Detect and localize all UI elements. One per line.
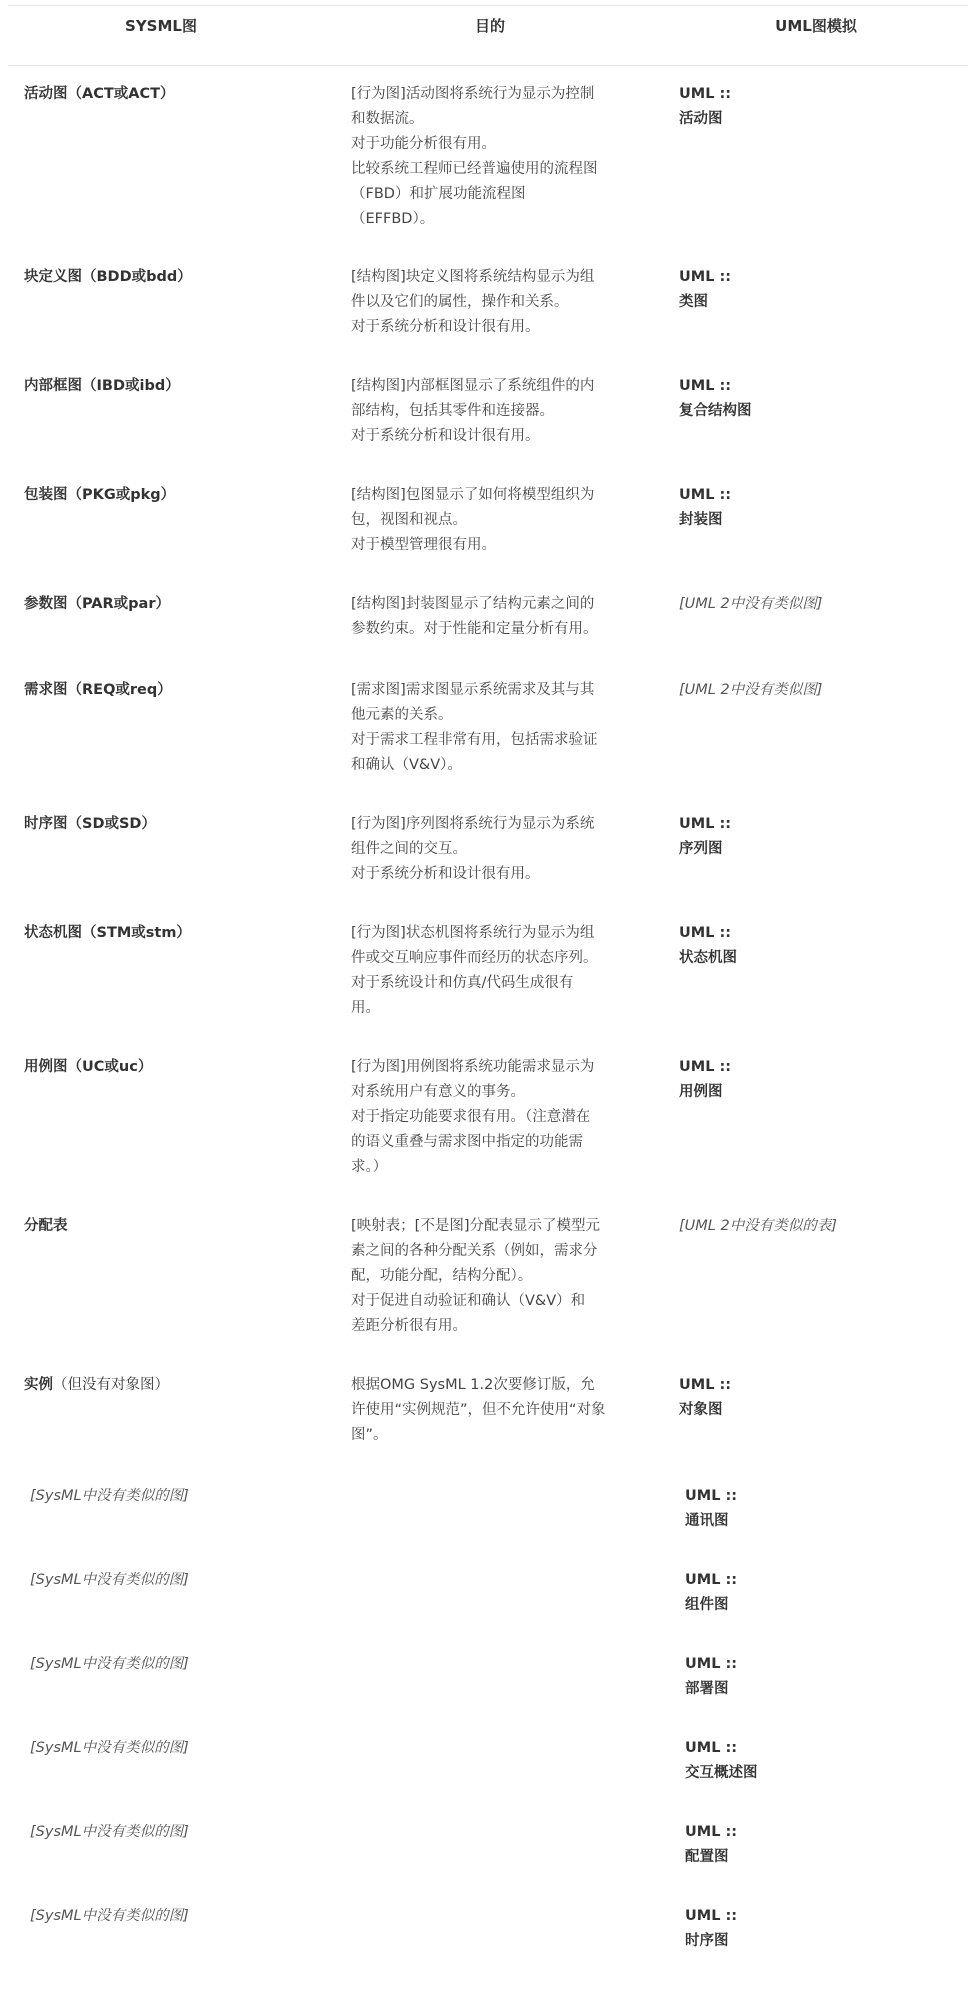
purpose-line: 他元素的关系。: [351, 707, 453, 723]
row-allocation-purpose: [351, 1214, 631, 1339]
uml-diagram: 类图: [679, 294, 708, 310]
row-par-name: 参数图（PAR或par）: [24, 596, 170, 612]
purpose-line: 差距分析很有用。: [351, 1318, 467, 1334]
instance-label: 实例: [24, 1377, 53, 1393]
uml-prefix: UML ::: [685, 1740, 738, 1756]
row-component-name-none: [SysML中没有类似的图]: [30, 1572, 189, 1588]
purpose-line: 对于模型管理很有用。: [351, 537, 496, 553]
row-allocation-name: 分配表: [24, 1218, 68, 1234]
purpose-line: 用。: [351, 1000, 380, 1016]
purpose-line: 对于功能分析很有用。: [351, 136, 496, 152]
row-pkg-purpose: [351, 483, 631, 558]
purpose-line: 和确认（V&V）。: [351, 757, 462, 773]
row-sd-purpose: [351, 812, 631, 887]
row-deployment-name-none: [SysML中没有类似的图]: [30, 1656, 189, 1672]
row-instance-name: [24, 1373, 324, 1398]
uml-diagram: 时序图: [685, 1933, 729, 1949]
purpose-line: 对于系统分析和设计很有用。: [351, 866, 540, 882]
row-uc-name: 用例图（UC或uc）: [24, 1059, 153, 1075]
purpose-line: 图”。: [351, 1427, 388, 1443]
purpose-line: 对系统用户有意义的事务。: [351, 1084, 525, 1100]
row-sd-uml: [679, 812, 939, 862]
uml-diagram: 通讯图: [685, 1513, 729, 1529]
uml-prefix: UML ::: [679, 269, 732, 285]
uml-diagram: 对象图: [679, 1402, 723, 1418]
uml-prefix: UML ::: [679, 487, 732, 503]
purpose-line: [结构图]封装图显示了结构元素之间的: [351, 596, 595, 612]
row-component-uml: [685, 1568, 945, 1618]
uml-prefix: UML ::: [679, 1377, 732, 1393]
uml-prefix: UML ::: [679, 1059, 732, 1075]
row-req-purpose: [351, 678, 631, 778]
uml-diagram: 状态机图: [679, 950, 737, 966]
purpose-line: [映射表；[不是图]分配表显示了模型元: [351, 1218, 600, 1234]
row-profile-uml: [685, 1820, 945, 1870]
uml-diagram: 部署图: [685, 1681, 729, 1697]
row-interaction-overview-uml: [685, 1736, 945, 1786]
uml-diagram: 复合结构图: [679, 403, 752, 419]
uml-diagram: 用例图: [679, 1084, 723, 1100]
row-interaction-overview-name-none: [SysML中没有类似的图]: [30, 1740, 189, 1756]
purpose-line: 许使用“实例规范”，但不允许使用“对象: [351, 1402, 606, 1418]
row-instance-uml: [679, 1373, 939, 1423]
uml-diagram: 活动图: [679, 111, 723, 127]
header-bottom-divider: [8, 65, 968, 66]
uml-prefix: UML ::: [679, 816, 732, 832]
row-uc-uml: [679, 1055, 939, 1105]
row-par-uml-none: [UML 2中没有类似图]: [679, 596, 823, 612]
row-activity-uml: [679, 82, 939, 132]
purpose-line: 和数据流。: [351, 111, 424, 127]
purpose-line: [结构图]包图显示了如何将模型组织为: [351, 487, 595, 503]
row-profile-name-none: [SysML中没有类似的图]: [30, 1824, 189, 1840]
row-bdd-purpose: [351, 265, 631, 340]
row-pkg-uml: [679, 483, 939, 533]
uml-diagram: 序列图: [679, 841, 723, 857]
row-bdd-uml: [679, 265, 939, 315]
uml-diagram: 交互概述图: [685, 1765, 758, 1781]
row-allocation-uml-none: [UML 2中没有类似的表]: [679, 1218, 837, 1234]
row-par-purpose: [351, 592, 631, 642]
uml-prefix: UML ::: [679, 925, 732, 941]
row-bdd-name: 块定义图（BDD或bdd）: [24, 269, 192, 285]
purpose-line: 对于系统分析和设计很有用。: [351, 319, 540, 335]
purpose-line: 部结构，包括其零件和连接器。: [351, 403, 554, 419]
row-ibd-name: 内部框图（IBD或ibd）: [24, 378, 180, 394]
purpose-line: [行为图]序列图将系统行为显示为系统: [351, 816, 595, 832]
purpose-line: 参数约束。对于性能和定量分析有用。: [351, 621, 598, 637]
purpose-line: 的语义重叠与需求图中指定的功能需: [351, 1134, 583, 1150]
uml-prefix: UML ::: [685, 1488, 738, 1504]
purpose-line: 对于需求工程非常有用，包括需求验证: [351, 732, 598, 748]
uml-prefix: UML ::: [685, 1908, 738, 1924]
uml-diagram: 组件图: [685, 1597, 729, 1613]
purpose-line: 件以及它们的属性，操作和关系。: [351, 294, 569, 310]
row-sd-name: 时序图（SD或SD）: [24, 816, 156, 832]
row-communication-uml: [685, 1484, 945, 1534]
instance-note: （但没有对象图）: [53, 1377, 169, 1393]
uml-prefix: UML ::: [679, 378, 732, 394]
row-stm-uml: [679, 921, 939, 971]
purpose-line: 件或交互响应事件而经历的状态序列。: [351, 950, 598, 966]
uml-prefix: UML ::: [685, 1824, 738, 1840]
uml-prefix: UML ::: [685, 1572, 738, 1588]
row-req-uml-none: [UML 2中没有类似图]: [679, 682, 823, 698]
purpose-line: 对于指定功能要求很有用。（注意潜在: [351, 1109, 591, 1125]
row-timing-name-none: [SysML中没有类似的图]: [30, 1908, 189, 1924]
row-stm-purpose: [351, 921, 631, 1021]
purpose-line: （FBD）和扩展功能流程图: [351, 186, 526, 202]
purpose-line: [行为图]活动图将系统行为显示为控制: [351, 86, 595, 102]
purpose-line: 根据OMG SysML 1.2次要修订版，允: [351, 1377, 595, 1393]
row-ibd-purpose: [351, 374, 631, 449]
purpose-line: [结构图]内部框图显示了系统组件的内: [351, 378, 595, 394]
purpose-line: 配，功能分配，结构分配）。: [351, 1268, 533, 1284]
purpose-line: 对于系统设计和仿真/代码生成很有: [351, 975, 574, 991]
uml-prefix: UML ::: [685, 1656, 738, 1672]
purpose-line: [行为图]用例图将系统功能需求显示为: [351, 1059, 595, 1075]
purpose-line: 求。）: [351, 1159, 388, 1175]
uml-diagram: 封装图: [679, 512, 723, 528]
header-top-divider: [8, 5, 968, 6]
row-ibd-uml: [679, 374, 939, 424]
purpose-line: 素之间的各种分配关系（例如，需求分: [351, 1243, 598, 1259]
column-header-sysml: SYSML图: [125, 17, 197, 35]
purpose-line: [行为图]状态机图将系统行为显示为组: [351, 925, 595, 941]
purpose-line: 对于系统分析和设计很有用。: [351, 428, 540, 444]
row-uc-purpose: [351, 1055, 631, 1180]
row-deployment-uml: [685, 1652, 945, 1702]
uml-prefix: UML ::: [679, 86, 732, 102]
purpose-line: 对于促进自动验证和确认（V&V）和: [351, 1293, 586, 1309]
row-activity-name: 活动图（ACT或ACT）: [24, 86, 175, 102]
column-header-purpose: 目的: [474, 17, 505, 35]
row-req-name: 需求图（REQ或req）: [24, 682, 172, 698]
row-activity-purpose: [351, 82, 631, 232]
purpose-line: 比较系统工程师已经普遍使用的流程图: [351, 161, 598, 177]
purpose-line: 包，视图和视点。: [351, 512, 467, 528]
row-instance-purpose: [351, 1373, 631, 1448]
purpose-line: [需求图]需求图显示系统需求及其与其: [351, 682, 595, 698]
purpose-line: （EFFBD）。: [351, 211, 435, 227]
row-timing-uml: [685, 1904, 945, 1954]
row-pkg-name: 包装图（PKG或pkg）: [24, 487, 176, 503]
row-communication-name-none: [SysML中没有类似的图]: [30, 1488, 189, 1504]
column-header-uml: UML图模拟: [775, 17, 857, 35]
purpose-line: 组件之间的交互。: [351, 841, 467, 857]
uml-diagram: 配置图: [685, 1849, 729, 1865]
purpose-line: [结构图]块定义图将系统结构显示为组: [351, 269, 595, 285]
row-stm-name: 状态机图（STM或stm）: [24, 925, 191, 941]
